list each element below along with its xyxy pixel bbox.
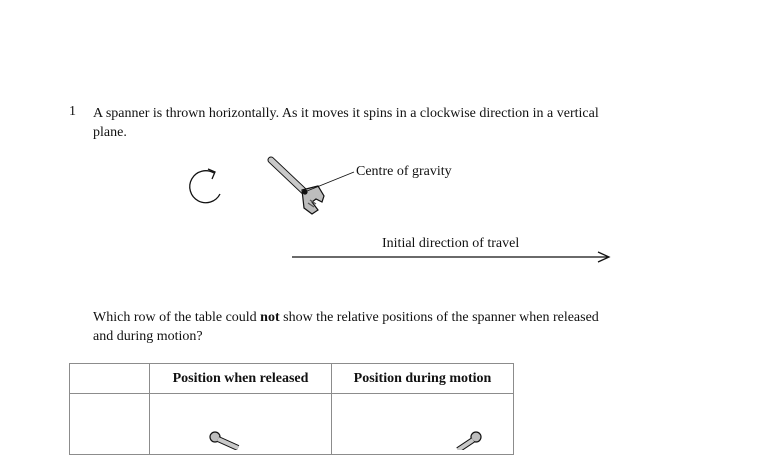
header-position-motion: Position during motion (332, 364, 514, 394)
table-row (70, 394, 514, 455)
spanner-motion-icon (446, 430, 486, 450)
released-cell (150, 394, 332, 455)
centre-of-gravity-leader (307, 172, 354, 191)
centre-of-gravity-dot (302, 189, 307, 194)
table-header-row (70, 364, 514, 394)
prompt-after: show the relative positions of the spanner when released and during motion? (93, 310, 599, 344)
motion-cell (332, 394, 514, 455)
clockwise-rotation-arrow-icon (184, 163, 228, 209)
centre-of-gravity-label: Centre of gravity (356, 164, 452, 179)
direction-of-travel-arrow-icon (292, 250, 612, 264)
row-label-cell (70, 394, 150, 455)
question-text: A spanner is thrown horizontally. As it moves it spins in a clockwise direction in a vertical plane. (93, 106, 599, 140)
question-number: 1 (69, 104, 76, 119)
spanner-diagram (262, 152, 362, 222)
header-blank (70, 364, 150, 394)
header-position-released: Position when released (150, 364, 332, 394)
spanner-released-icon (208, 430, 248, 450)
direction-of-travel-label: Initial direction of travel (382, 236, 520, 251)
table-question-prompt (93, 308, 613, 346)
prompt-before: Which row of the table could (93, 310, 261, 325)
answer-table (69, 363, 514, 455)
prompt-bold-not: not (260, 310, 280, 325)
